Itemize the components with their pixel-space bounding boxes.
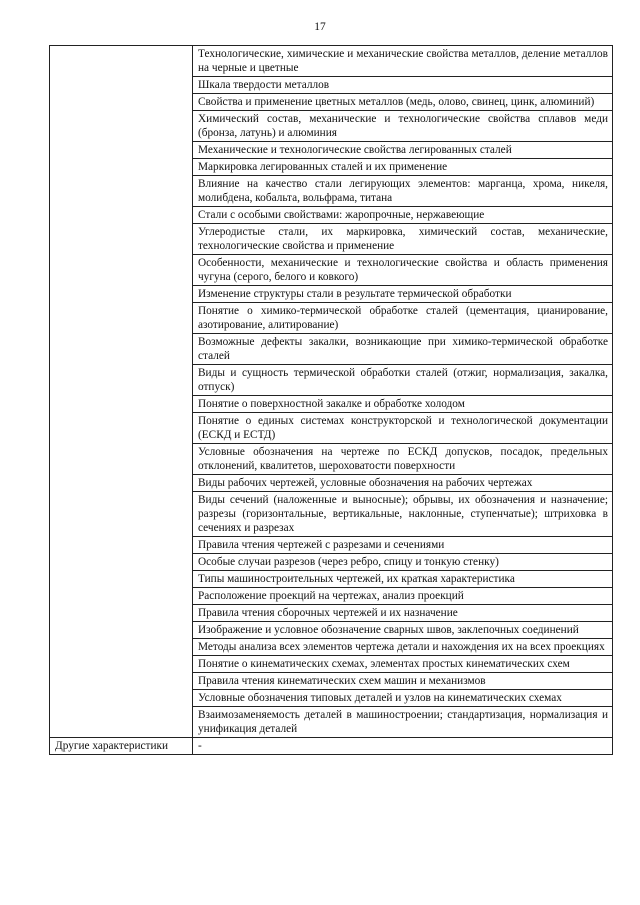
knowledge-item: Изображение и условное обозначение сварных швов, заклепочных соединений [193, 622, 613, 639]
knowledge-item: Виды рабочих чертежей, условные обозначения на рабочих чертежах [193, 475, 613, 492]
requirements-table [49, 45, 613, 755]
knowledge-item: Правила чтения чертежей с разрезами и сечениями [193, 537, 613, 554]
other-characteristics-value: - [193, 738, 613, 755]
knowledge-item: Возможные дефекты закалки, возникающие при химико-термической обработке сталей [193, 334, 613, 365]
knowledge-item: Шкала твердости металлов [193, 77, 613, 94]
knowledge-item: Механические и технологические свойства легированных сталей [193, 142, 613, 159]
knowledge-item: Условные обозначения на чертеже по ЕСКД допусков, посадок, предельных отклонений, квалитетов, шероховатости поверхности [193, 444, 613, 475]
knowledge-item: Правила чтения сборочных чертежей и их назначение [193, 605, 613, 622]
page-number: 17 [314, 21, 326, 33]
knowledge-item: Виды и сущность термической обработки сталей (отжиг, нормализация, закалка, отпуск) [193, 365, 613, 396]
knowledge-item: Химический состав, механические и технологические свойства сплавов меди (бронза, латунь) и алюминия [193, 111, 613, 142]
knowledge-item: Изменение структуры стали в результате термической обработки [193, 286, 613, 303]
knowledge-item: Взаимозаменяемость деталей в машиностроении; стандартизация, нормализация и унификация деталей [193, 707, 613, 738]
knowledge-item: Влияние на качество стали легирующих элементов: марганца, хрома, никеля, молибдена, кобальта, вольфрама, титана [193, 176, 613, 207]
knowledge-item: Правила чтения кинематических схем машин и механизмов [193, 673, 613, 690]
knowledge-item: Углеродистые стали, их маркировка, химический состав, механические, технологические свойства и применение [193, 224, 613, 255]
table-row [50, 46, 613, 77]
knowledge-item: Свойства и применение цветных металлов (медь, олово, свинец, цинк, алюминий) [193, 94, 613, 111]
knowledge-item: Понятие о химико-термической обработке сталей (цементация, цианирование, азотирование, алитирование) [193, 303, 613, 334]
knowledge-item: Технологические, химические и механические свойства металлов, деление металлов на черные и цветные [193, 46, 613, 77]
knowledge-item: Типы машиностроительных чертежей, их краткая характеристика [193, 571, 613, 588]
table-row-other-characteristics [50, 738, 613, 755]
knowledge-item: Условные обозначения типовых деталей и узлов на кинематических схемах [193, 690, 613, 707]
knowledge-item: Понятие о поверхностной закалке и обработке холодом [193, 396, 613, 413]
knowledge-item: Маркировка легированных сталей и их применение [193, 159, 613, 176]
requirements-table-body [50, 46, 613, 755]
knowledge-item: Особые случаи разрезов (через ребро, спицу и тонкую стенку) [193, 554, 613, 571]
knowledge-item: Понятие о единых системах конструкторской и технологической документации (ЕСКД и ЕСТД) [193, 413, 613, 444]
knowledge-item: Методы анализа всех элементов чертежа детали и нахождения их на всех проекциях [193, 639, 613, 656]
knowledge-item: Виды сечений (наложенные и выносные); обрывы, их обозначения и назначение; разрезы (горизонтальные, вертикальные, наклонные, ступенчатые); штриховка в сечениях и разрезах [193, 492, 613, 537]
knowledge-item: Расположение проекций на чертежах, анализ проекций [193, 588, 613, 605]
knowledge-item: Понятие о кинематических схемах, элементах простых кинематических схем [193, 656, 613, 673]
empty-label-cell [50, 46, 193, 738]
knowledge-item: Стали с особыми свойствами: жаропрочные, нержавеющие [193, 207, 613, 224]
other-characteristics-label: Другие характеристики [50, 738, 193, 755]
knowledge-item: Особенности, механические и технологические свойства и область применения чугуна (серого, белого и ковкого) [193, 255, 613, 286]
